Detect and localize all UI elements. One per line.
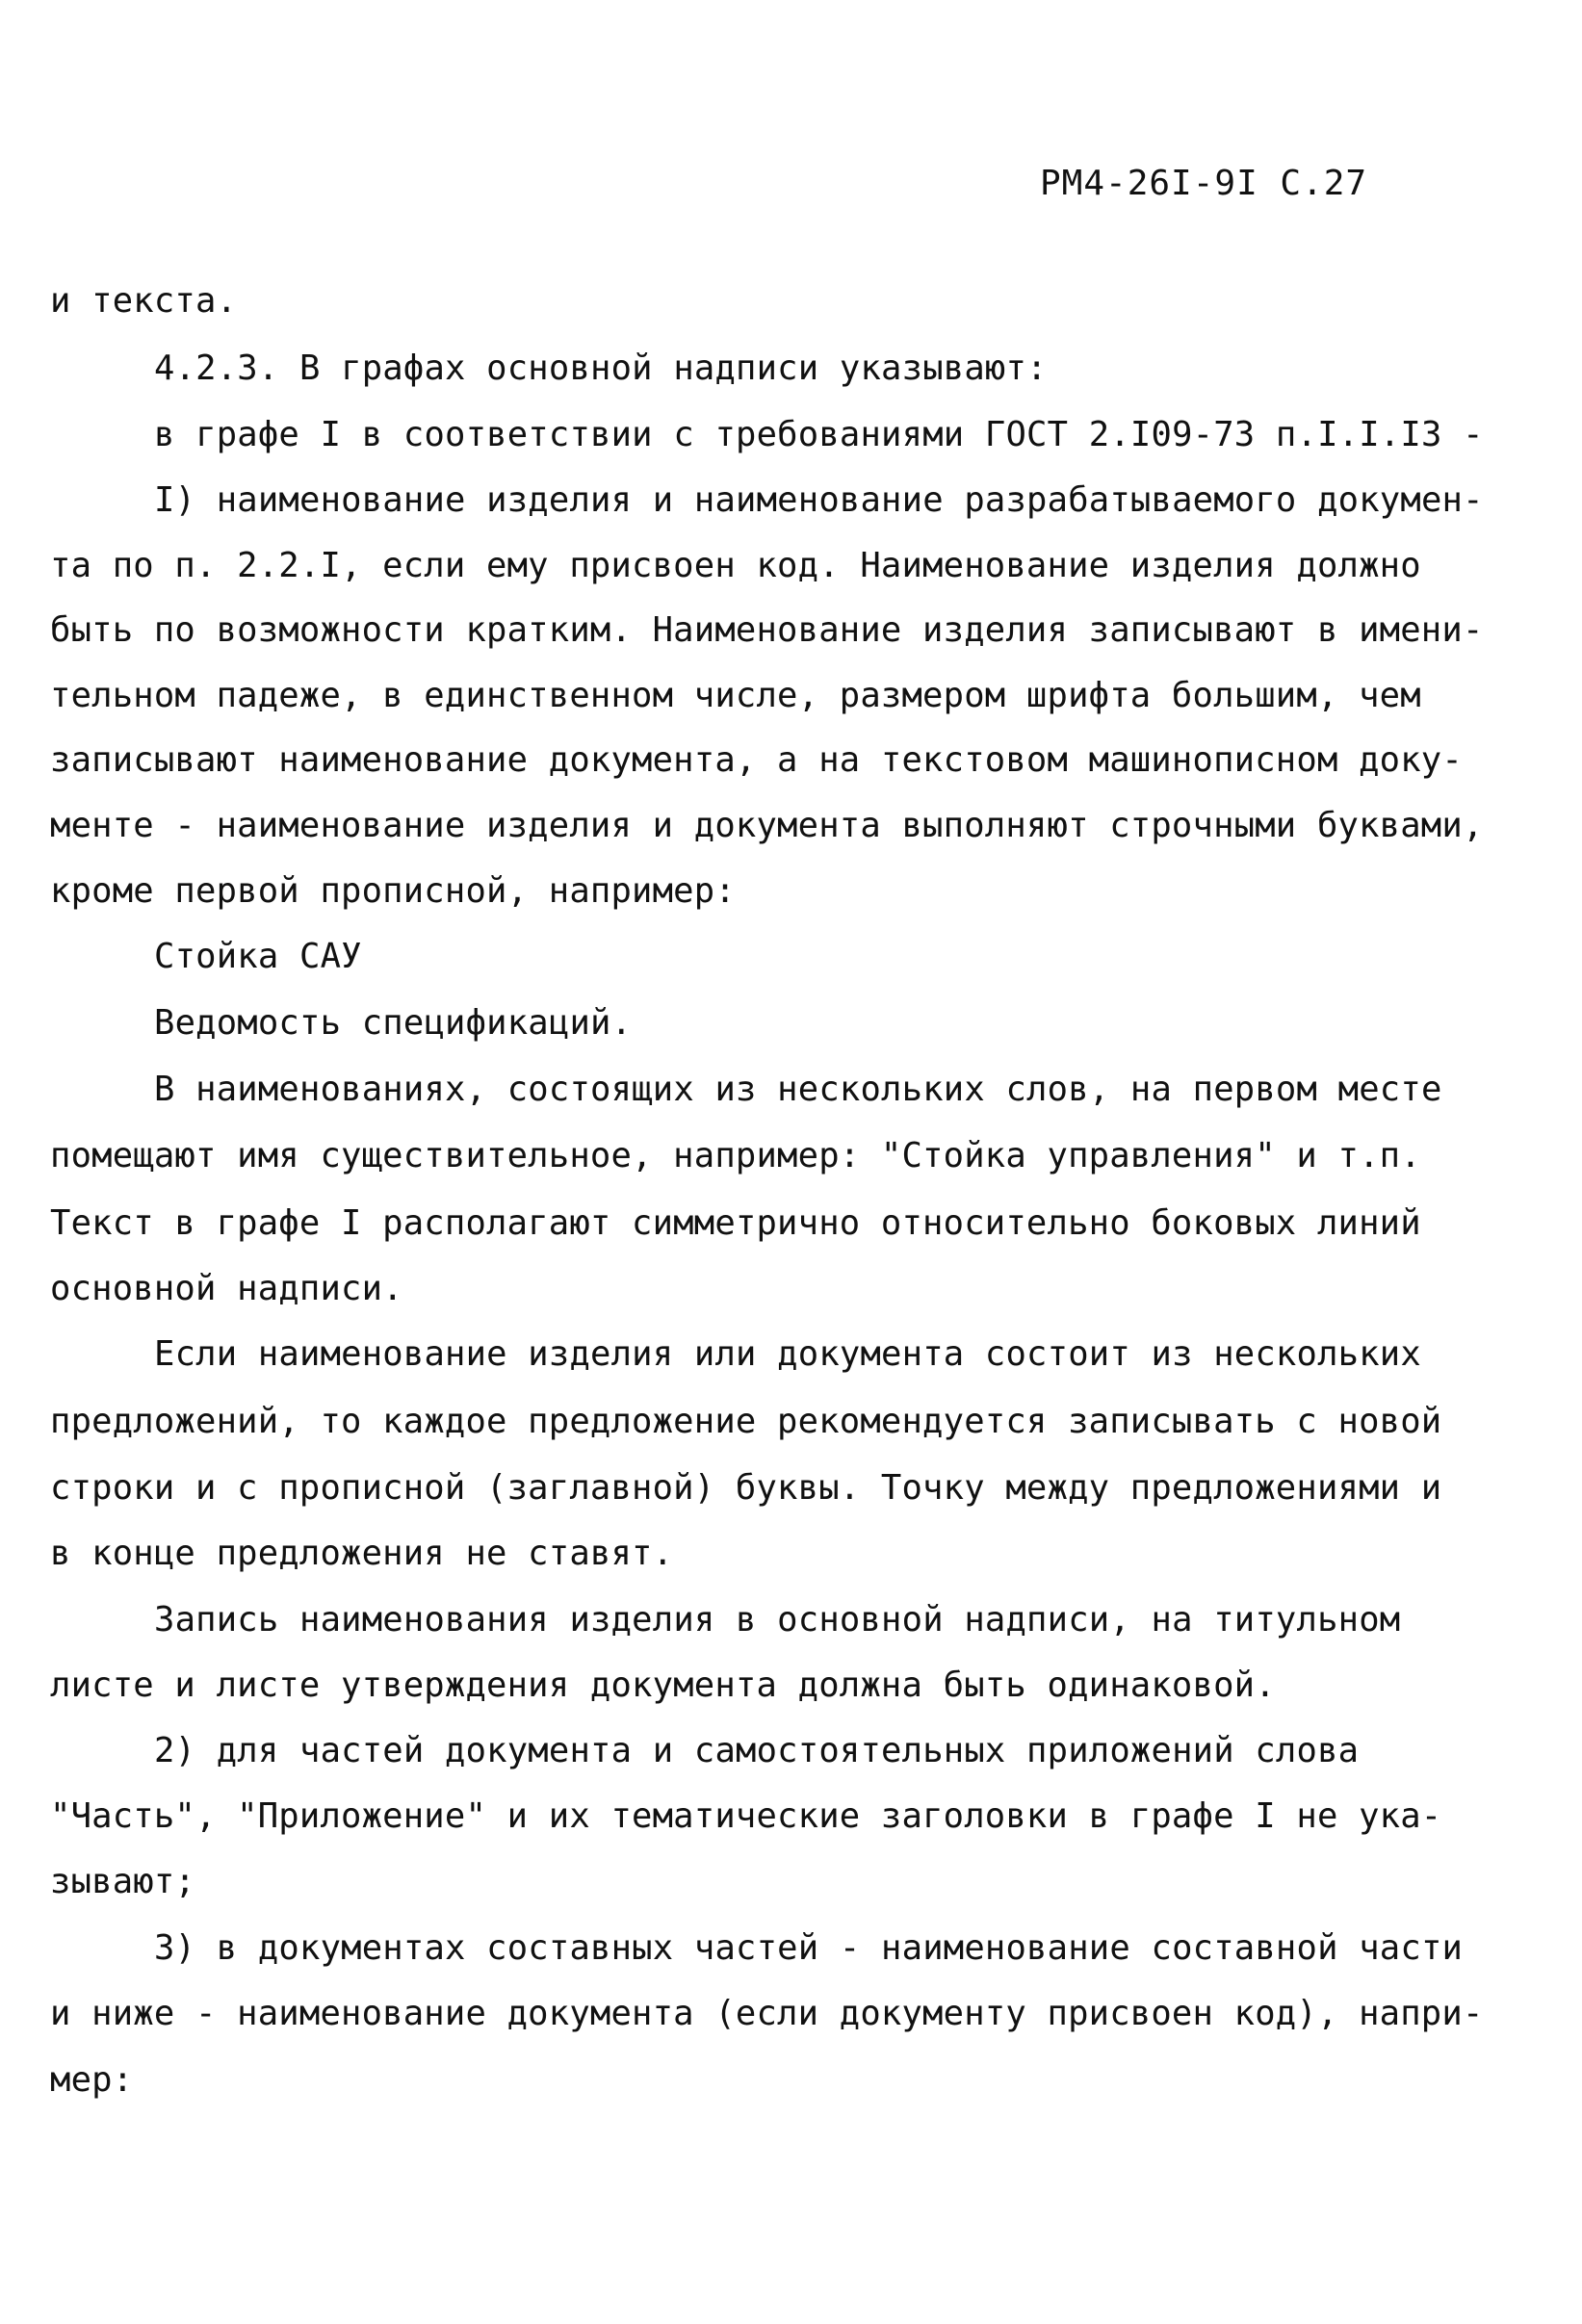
text-line: основной надписи. — [50, 1269, 403, 1308]
text-line: в графе I в соответствии с требованиями ГОСТ 2.I09-73 п.I.I.I3 - — [154, 415, 1484, 454]
list-item-line: I) наименование изделия и наименование разрабатываемого докумен- — [154, 480, 1484, 520]
text-line: Текст в графе I располагают симметрично относительно боковых линий — [50, 1203, 1421, 1243]
section-heading-line: 4.2.3. В графах основной надписи указывают: — [154, 349, 1048, 388]
text-line: "Часть", "Приложение" и их тематические заголовки в графе I не ука- — [50, 1796, 1442, 1836]
text-line: записывают наименование документа, а на текстовом машинописном доку- — [50, 740, 1463, 780]
text-line: листе и листе утверждения документа должна быть одинаковой. — [50, 1666, 1276, 1705]
text-line: и текста. — [50, 281, 238, 321]
text-line: кроме первой прописной, например: — [50, 871, 736, 911]
text-line: зывают; — [50, 1862, 196, 1901]
text-line: строки и с прописной (заглавной) буквы. Точку между предложениями и — [50, 1468, 1442, 1508]
text-line: в конце предложения не ставят. — [50, 1534, 674, 1573]
page-header-designation: РМ4-26I-9I С.27 — [1040, 164, 1368, 203]
text-line: Если наименование изделия или документа состоит из нескольких — [154, 1334, 1421, 1374]
text-line: быть по возможности кратким. Наименование изделия записывают в имени- — [50, 610, 1484, 650]
example-line: Ведомость спецификаций. — [154, 1003, 633, 1043]
list-item-line: 2) для частей документа и самостоятельных приложений слова — [154, 1731, 1360, 1770]
text-line: помещают имя существительное, например: "Стойка управления" и т.п. — [50, 1136, 1421, 1175]
list-item-line: 3) в документах составных частей - наименование составной части — [154, 1928, 1464, 1968]
text-line: предложений, то каждое предложение рекомендуется записывать с новой — [50, 1402, 1442, 1441]
text-line: В наименованиях, состоящих из нескольких слов, на первом месте — [154, 1070, 1442, 1109]
text-line: менте - наименование изделия и документа выполняют строчными буквами, — [50, 806, 1484, 845]
example-line: Стойка САУ — [154, 937, 362, 976]
text-line: Запись наименования изделия в основной надписи, на титульном — [154, 1600, 1401, 1640]
text-line: мер: — [50, 2060, 134, 2100]
text-line: тельном падеже, в единственном числе, размером шрифта большим, чем — [50, 676, 1421, 715]
text-line: и ниже - наименование документа (если документу присвоен код), напри- — [50, 1994, 1484, 2033]
text-line: та по п. 2.2.I, если ему присвоен код. Наименование изделия должно — [50, 546, 1421, 585]
